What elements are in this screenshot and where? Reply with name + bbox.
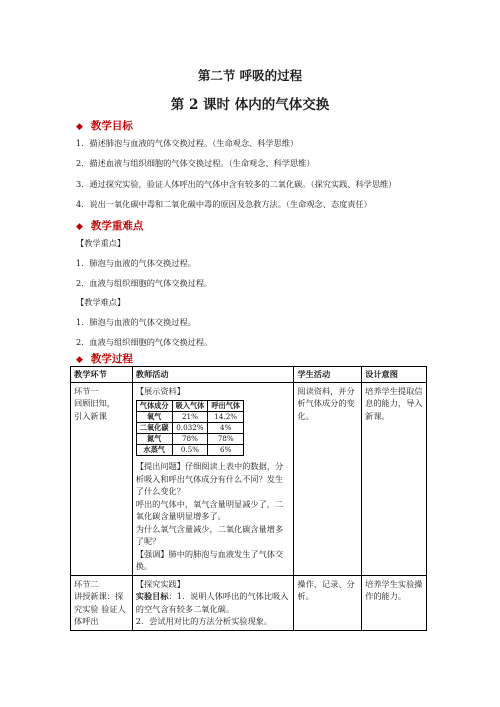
teacher-cell <box>132 575 294 630</box>
teacher-head: 【展示资料】 <box>135 385 185 396</box>
gas-name: 二氧化碳 <box>136 423 172 434</box>
goal-text: ：1．说明人体呼出的气体比吸入的空气含有较多二氧化碳。 2．尝试用对比的方法分析实验现象。 <box>135 591 289 626</box>
gas-composition-table <box>136 400 244 456</box>
difficulty-item: 2．血液与组织细胞的气体交换过程。 <box>76 337 213 347</box>
difficulty-label: 【教学难点】 <box>76 297 126 307</box>
goal-item: 3．通过探究实验，验证人体呼出的气体中含有较多的二氧化碳。（探究实践、科学思维） <box>76 179 397 189</box>
process-table <box>70 366 427 631</box>
goal-label: 实验目标 <box>135 591 169 601</box>
difficulty-item: 1．肺泡与血液的气体交换过程。 <box>76 317 196 327</box>
stage-cell: 环节一 回顾旧知， 引入新课 <box>71 382 133 575</box>
focus-item: 2．血液与组织细胞的气体交换过程。 <box>76 278 213 288</box>
gas-value: 78% <box>172 434 208 445</box>
student-cell: 操作、记录、分析。 <box>294 575 362 630</box>
column-header: 教学环节 <box>71 367 133 383</box>
gas-name: 氮气 <box>136 434 172 445</box>
section-title: 第二节 呼吸的过程 <box>197 68 303 83</box>
intent-cell: 培养学生实验操作的能力。 <box>362 575 427 630</box>
gas-header: 呼出气体 <box>208 401 244 412</box>
intent-cell: 培养学生提取信息的能力，导入新课。 <box>362 382 427 575</box>
gas-value: 0.5% <box>172 445 208 456</box>
table-row <box>71 575 427 630</box>
gas-value: 6% <box>208 445 244 456</box>
focus-label: 【教学重点】 <box>76 238 126 248</box>
column-header: 学生活动 <box>294 367 362 383</box>
gas-value: 14.2% <box>208 412 244 423</box>
keypoints-heading: ◆ 教学重难点 <box>76 220 144 232</box>
gas-value: 4% <box>208 423 244 434</box>
focus-item: 1．肺泡与血液的气体交换过程。 <box>76 258 196 268</box>
diamond-bullet-icon: ◆ <box>76 355 83 365</box>
table-row <box>71 382 427 575</box>
lesson-title: 第 2 课时 体内的气体交换 <box>170 97 330 113</box>
stage-cell: 环节二 讲授新课：探究实验 验证人体呼出 <box>71 575 133 630</box>
goals-heading: ◆ 教学目标 <box>76 120 133 132</box>
teacher-text: 【提出问题】仔细阅读上表中的数据，分析吸入和呼出气体成分有什么不同？发生了什么变化？ 呼出的气体中，氧气含量明显减少了，二氧化碳含量明显增多了。 为什么氧气含量减少，二氧化碳含量增多了呢？ 【强调】肺中的肺泡与血液发生了气体交换。 <box>135 461 284 571</box>
gas-name: 氧气 <box>136 412 172 423</box>
student-cell: 阅读资料，并分析气体成分的变化。 <box>294 382 362 575</box>
goal-item: 4．说出一氧化碳中毒和二氧化碳中毒的原因及急救方法。（生命观念、态度责任） <box>76 199 372 209</box>
diamond-bullet-icon: ◆ <box>76 122 83 132</box>
gas-value: 78% <box>208 434 244 445</box>
gas-name: 水蒸气 <box>136 445 172 456</box>
gas-header: 气体成分 <box>136 401 172 412</box>
diamond-bullet-icon: ◆ <box>76 222 83 232</box>
process-heading: ◆ 教学过程 <box>76 353 133 365</box>
teacher-cell <box>132 382 294 575</box>
teacher-head: 【探究实践】 <box>135 578 185 589</box>
gas-value: 0.032% <box>172 423 208 434</box>
column-header: 设计意图 <box>362 367 427 383</box>
goal-item: 2．描述血液与组织细胞的气体交换过程。（生命观念、科学思维） <box>76 158 315 168</box>
column-header: 教师活动 <box>132 367 294 383</box>
goal-item: 1．描述肺泡与血液的气体交换过程。（生命观念、科学思维） <box>76 138 299 148</box>
gas-value: 21% <box>172 412 208 423</box>
gas-header: 吸入气体 <box>172 401 208 412</box>
table-header-row <box>71 367 427 383</box>
